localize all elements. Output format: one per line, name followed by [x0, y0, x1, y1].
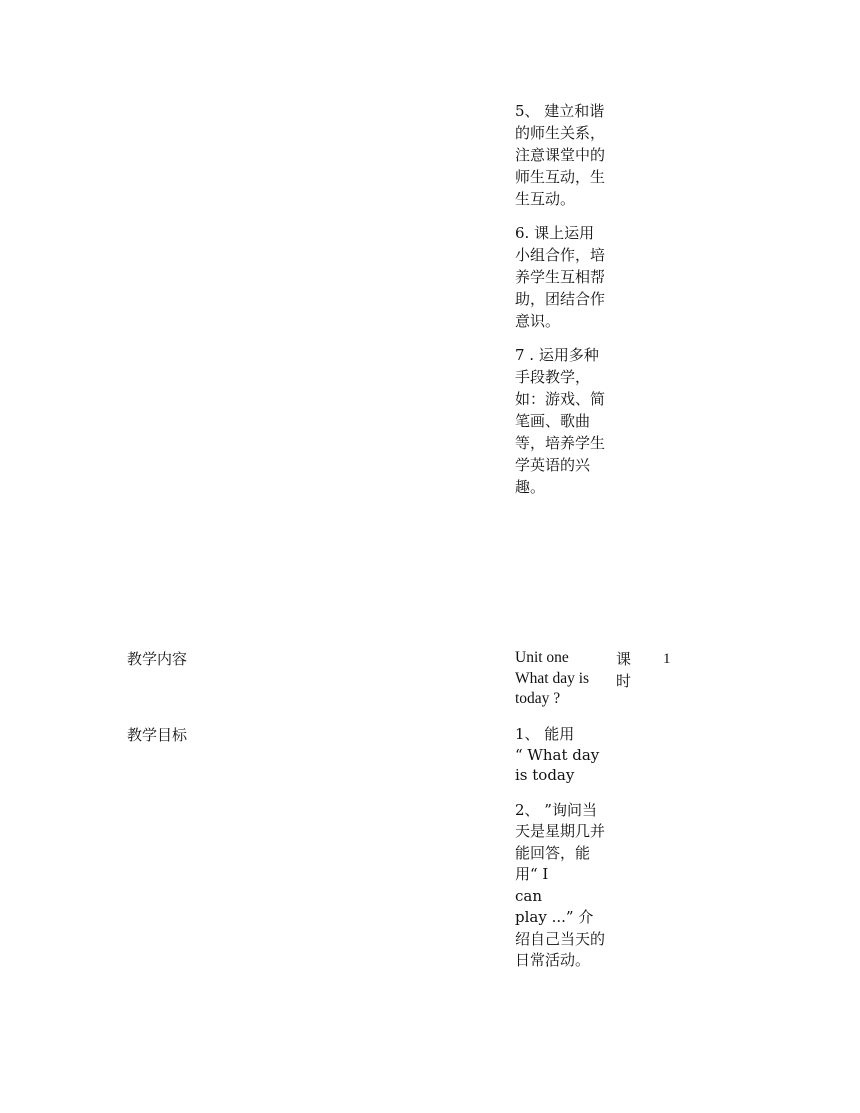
goals-cell [515, 724, 605, 984]
goal-item-1: 1、 能用 “ What day is today [515, 725, 600, 784]
teaching-goals-label: 教学目标 [127, 726, 188, 744]
goal-item-2: 2、 ”询问当天是星期几并能回答，能用“ I can play ...” 介绍自己当天的日常活动。 [515, 800, 606, 969]
teaching-content-label: 教学内容 [127, 650, 188, 668]
method-item-6: 6. 课上运用小组合作，培养学生互相帮助，团结合作意识。 [515, 224, 606, 330]
period-value: 1 [663, 651, 671, 667]
methods-cell [515, 100, 605, 510]
unit-title: Unit one What day is today ? [515, 649, 590, 707]
period-label: 课 时 [616, 650, 632, 690]
method-item-7: 7 . 运用多种手段教学，如：游戏、简笔画、歌曲等，培养学生学英语的兴趣。 [515, 346, 606, 496]
method-item-5: 5、 建立和谐的师生关系，注意课堂中的师生互动，生生互动。 [515, 102, 606, 208]
